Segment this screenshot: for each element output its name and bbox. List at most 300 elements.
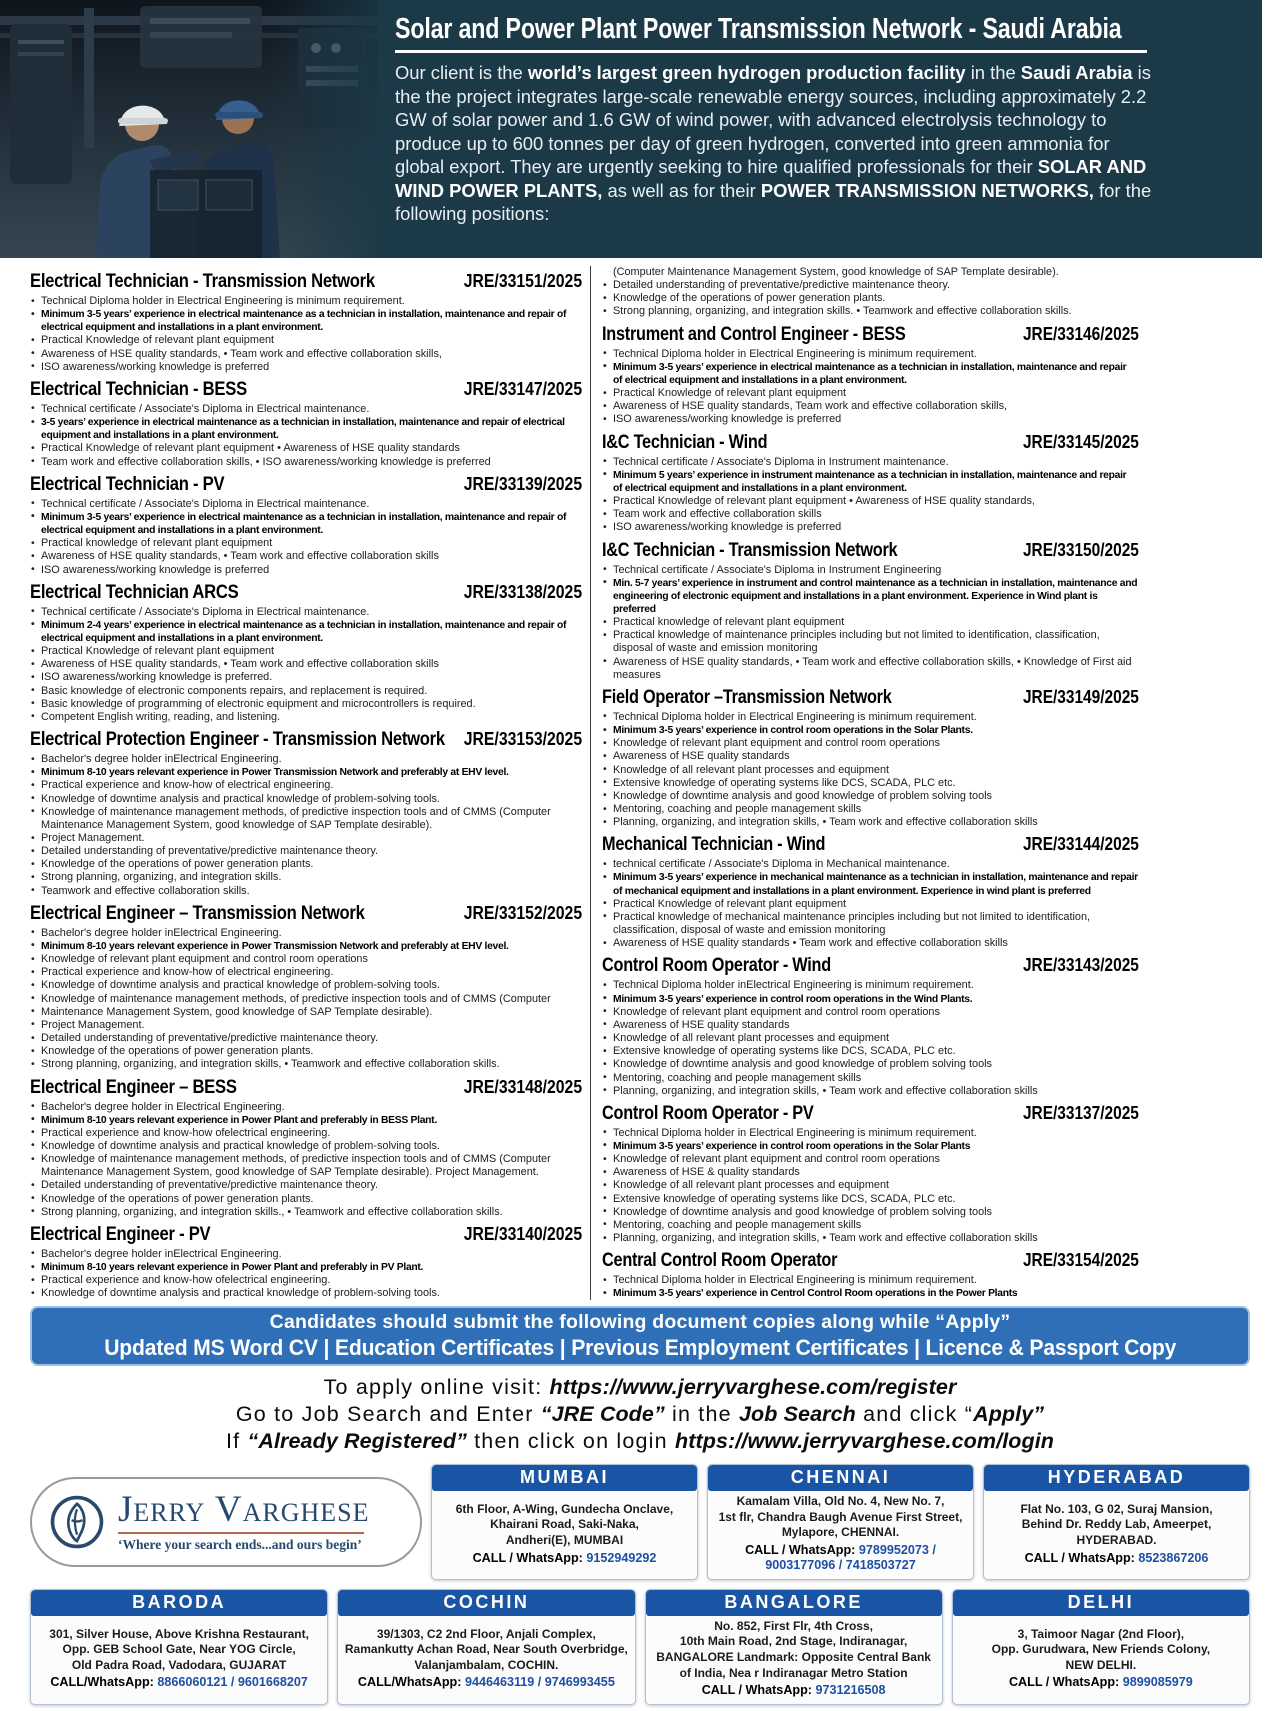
intro-bold: Saudi Arabia <box>1020 62 1133 84</box>
job-code: JRE/33138/2025 <box>463 580 583 602</box>
job-requirement: • Detailed understanding of preventative/predictive maintenance theory. <box>30 1032 582 1045</box>
job-requirement: • Practical knowledge of mechanical maintenance principles including but not limited to identification, classification, disposal of waste and emission monitoring <box>602 911 1138 937</box>
job-title: Electrical Engineer - PV <box>30 1222 211 1245</box>
office-box-cochin <box>337 1589 635 1705</box>
job-title: Mechanical Technician - Wind <box>602 833 826 856</box>
office-contact <box>988 1551 1245 1567</box>
job-section <box>30 1076 582 1219</box>
job-requirement: • Minimum 8-10 years relevant experience in Power Transmission Network and preferably at EHV level. <box>30 766 582 779</box>
phone-number[interactable]: 8523867206 <box>1138 1550 1209 1565</box>
job-requirement: • Technical Diploma holder in Electrical Engineering is minimum requirement. <box>602 1274 1138 1287</box>
job-requirement: • Minimum 5 years’ experience in instrument maintenance as a technician in installation, maintenance and repair of electrical equipment and installations in a plant environment. <box>602 469 1138 495</box>
office-city: HYDERABAD <box>984 1465 1249 1491</box>
job-requirements-list <box>30 403 582 469</box>
office-address-line: 6th Floor, A-Wing, Gundecha Onclave, <box>455 1501 674 1516</box>
job-heading-row <box>602 323 1139 346</box>
office-contact <box>342 1675 630 1691</box>
job-code: JRE/33150/2025 <box>1022 538 1139 560</box>
apply-line-2 <box>0 1401 1280 1428</box>
office-group-top <box>431 1464 1250 1580</box>
job-heading-row <box>30 270 582 293</box>
job-requirement: • Practical experience and know-how ofelectrical engineering. <box>30 1127 582 1140</box>
job-code: JRE/33152/2025 <box>463 901 583 923</box>
already-registered-emphasis: “Already Registered” <box>247 1429 467 1453</box>
job-requirement: • Technical Diploma holder in Electrical Engineering is minimum requirement. <box>602 711 1138 724</box>
phone-number[interactable]: 9446463119 / 9746993455 <box>464 1675 615 1690</box>
office-contact <box>957 1675 1245 1691</box>
office-contact <box>35 1675 323 1691</box>
job-section <box>30 473 582 577</box>
phone-number[interactable]: 9789952073 / 9003177096 / 7418503727 <box>765 1542 936 1573</box>
apply-text: Go to Job Search and Enter <box>235 1402 541 1426</box>
job-code: JRE/33144/2025 <box>1022 833 1139 855</box>
documents-banner <box>30 1306 1250 1366</box>
intro-text: in the <box>965 62 1021 84</box>
jerry-varghese-logo <box>30 1477 422 1567</box>
job-requirement: • Awareness of HSE & quality standards <box>602 1166 1138 1179</box>
job-requirements-list <box>602 348 1138 427</box>
job-section <box>602 1249 1138 1300</box>
job-requirement: • Practical Knowledge of relevant plant equipment • Awareness of HSE quality standards, <box>602 495 1138 508</box>
office-address-line: Old Padra Road, Vadodara, GUJARAT <box>71 1657 287 1672</box>
office-address-line: 3, Taimoor Nagar (2nd Floor), <box>1017 1626 1185 1641</box>
job-requirement: • Detailed understanding of preventative/predictive maintenance theory. <box>30 845 582 858</box>
job-section <box>602 431 1138 535</box>
banner-instruction: Candidates should submit the following document copies along while “Apply” <box>269 1311 1011 1333</box>
office-address-line: Mylapore, CHENNAI. <box>781 1525 900 1540</box>
job-requirements-list <box>602 858 1138 950</box>
job-column-left <box>30 266 582 1300</box>
office-box-chennai <box>707 1464 974 1580</box>
login-url-link[interactable]: https://www.jerryvarghese.com/login <box>675 1429 1055 1453</box>
office-address-line: Opp. GEB School Gate, Near YOG Circle, <box>62 1642 296 1657</box>
job-requirement: • Practical experience and know-how of electrical engineering. <box>30 966 582 979</box>
job-requirement: • 3-5 years’ experience in electrical maintenance as a technician in installation, maintenance and repair of electrical equipment and installations in a plant environment. <box>30 416 582 442</box>
apply-line-1 <box>0 1374 1280 1401</box>
offices-row-1 <box>30 1464 1250 1580</box>
job-requirement: • Mentoring, coaching and people management skills <box>602 803 1138 816</box>
job-requirement: • Detailed understanding of preventative/predictive maintenance theory. <box>30 1179 582 1192</box>
office-address-line: BANGALORE Landmark: Opposite Central Bank <box>656 1649 931 1664</box>
job-requirement: • Minimum 3-5 years’ experience in control room operations in the Solar Plants <box>602 1140 1138 1153</box>
office-contact <box>650 1683 938 1699</box>
job-section <box>30 902 582 1072</box>
phone-number[interactable]: 9731216508 <box>815 1683 886 1698</box>
header-text-block <box>378 0 1157 258</box>
job-heading-row <box>30 1076 582 1099</box>
job-requirement: • Planning, organizing, and integration skills, • Team work and effective collaboration skills <box>602 1085 1138 1098</box>
office-address-line: 1st flr, Chandra Baugh Avenue First Street, <box>718 1509 963 1524</box>
job-title: Electrical Technician - PV <box>30 472 225 495</box>
job-requirement: • Practical Knowledge of relevant plant equipment <box>602 898 1138 911</box>
job-section <box>602 323 1138 427</box>
job-requirement: • Team work and effective collaboration skills <box>602 508 1138 521</box>
job-listings <box>0 258 1280 1300</box>
register-url-link[interactable]: https://www.jerryvarghese.com/register <box>549 1375 957 1399</box>
job-title: Control Room Operator - PV <box>602 1101 814 1124</box>
job-code: JRE/33149/2025 <box>1022 685 1139 707</box>
apply-text: and click “ <box>855 1402 974 1426</box>
apply-text: then click on login <box>466 1429 675 1453</box>
job-title: Electrical Technician ARCS <box>30 580 239 603</box>
intro-text: as well as for their <box>602 179 761 201</box>
logo-tagline: ‘Where your search ends...and ours begin’ <box>118 1536 362 1552</box>
job-requirement: • ISO awareness/working knowledge is preferred <box>30 361 582 374</box>
job-requirement: • Technical Diploma holder in Electrical Engineering is minimum requirement. <box>602 348 1138 361</box>
job-requirement: • Bachelor's degree holder inElectrical Engineering. <box>30 753 582 766</box>
job-heading-row <box>602 1249 1139 1272</box>
apply-text: If <box>225 1429 248 1453</box>
job-code: JRE/33146/2025 <box>1022 322 1139 344</box>
office-city: BARODA <box>31 1590 327 1616</box>
job-requirement: • Practical Knowledge of relevant plant equipment <box>30 334 582 347</box>
job-requirement: • Teamwork and effective collaboration skills. <box>30 885 582 898</box>
job-requirement: • technical certificate / Associate's Diploma in Mechanical maintenance. <box>602 858 1138 871</box>
job-requirement: • Bachelor's degree holder in Electrical Engineering. <box>30 1101 582 1114</box>
job-requirement: • Minimum 8-10 years relevant experience in Power Plant and preferably in BESS Plant. <box>30 1114 582 1127</box>
apply-emphasis: Apply” <box>973 1402 1045 1426</box>
job-code: JRE/33151/2025 <box>463 270 583 291</box>
job-requirement: • Knowledge of downtime analysis and practical knowledge of problem-solving tools. <box>30 1287 582 1300</box>
job-requirement: • Knowledge of the operations of power generation plants. <box>602 292 1138 305</box>
office-box-hyderabad <box>983 1464 1250 1580</box>
phone-number[interactable]: 9899085979 <box>1122 1675 1193 1690</box>
job-title: Electrical Technician - Transmission Network <box>30 270 375 292</box>
office-address-line: 10th Main Road, 2nd Stage, Indiranagar, <box>679 1634 908 1649</box>
job-section <box>602 954 1138 1097</box>
job-heading-row <box>602 686 1139 709</box>
job-code: JRE/33139/2025 <box>463 472 583 494</box>
job-heading-row <box>30 1223 582 1246</box>
job-requirement: • Basic knowledge of electronic components repairs, and replacement is required. <box>30 685 582 698</box>
job-requirement: • Knowledge of maintenance management methods, of predictive inspection tools and of CMMS (Computer <box>30 993 582 1006</box>
job-title: I&C Technician - Transmission Network <box>602 538 898 561</box>
call-whatsapp-label: CALL/WhatsApp: <box>50 1675 158 1690</box>
job-requirement: • Minimum 8-10 years relevant experience in Power Transmission Network and preferably at EHV level. <box>30 940 582 953</box>
office-address-line: 39/1303, C2 2nd Floor, Anjali Complex, <box>376 1626 596 1641</box>
job-requirement: • ISO awareness/working knowledge is preferred. <box>30 671 582 684</box>
job-requirement: • Technical Diploma holder in Electrical Engineering is minimum requirement. <box>30 295 582 308</box>
office-address-line: HYDERABAD. <box>1076 1532 1157 1547</box>
job-requirement: • Min. 5-7 years’ experience in instrument and control maintenance as a technician in installation, maintenance and engineering of electronic equipment and installations in a plant environment. Experience in Wind plant is preferred <box>602 577 1138 616</box>
job-requirement: • Awareness of HSE quality standards, Team work and effective collaboration skills, <box>602 400 1138 413</box>
apply-text: in the <box>664 1402 739 1426</box>
job-code: JRE/33145/2025 <box>1022 430 1139 452</box>
jre-code-emphasis: “JRE Code” <box>540 1402 665 1426</box>
intro-text: for the following positions: <box>395 179 1152 224</box>
office-address <box>646 1616 942 1704</box>
job-requirement: • Knowledge of downtime analysis and practical knowledge of problem-solving tools. <box>30 793 582 806</box>
job-requirement: • Technical certificate / Associate's Diploma in Instrument Engineering <box>602 564 1138 577</box>
job-requirement: • Detailed understanding of preventative/predictive maintenance theory. <box>602 279 1138 292</box>
job-section <box>30 378 582 469</box>
job-section <box>602 833 1138 950</box>
job-requirement: • Knowledge of relevant plant equipment and control room operations <box>30 953 582 966</box>
office-address-line: Valanjambalam, COCHIN. <box>414 1657 559 1672</box>
job-heading-row <box>602 539 1139 562</box>
office-contact <box>436 1551 693 1567</box>
job-requirement: • Minimum 8-10 years relevant experience in Power Plant and preferably in PV Plant. <box>30 1261 582 1274</box>
office-contact <box>712 1543 969 1574</box>
job-code: JRE/33140/2025 <box>463 1222 583 1244</box>
office-group-bottom <box>30 1589 1250 1705</box>
job-requirement: • Knowledge of all relevant plant processes and equipment <box>602 764 1138 777</box>
job-requirement: • Technical Diploma holder inElectrical Engineering is minimum requirement. <box>602 979 1138 992</box>
apply-text: To apply online visit: <box>323 1375 550 1399</box>
job-section <box>602 1102 1138 1245</box>
call-whatsapp-label: CALL / WhatsApp: <box>701 1683 816 1698</box>
job-requirement: • Practical knowledge of relevant plant equipment <box>30 537 582 550</box>
apply-instructions <box>0 1374 1280 1455</box>
phone-number[interactable]: 9152949292 <box>586 1550 657 1565</box>
job-requirements-list <box>602 979 1138 1097</box>
office-city: MUMBAI <box>432 1465 697 1491</box>
office-address-line: Ramankutty Achan Road, Near South Overbridge, <box>344 1642 628 1657</box>
job-requirement: • Knowledge of downtime analysis and practical knowledge of problem-solving tools. <box>30 1140 582 1153</box>
job-requirement: • Strong planning, organizing, and integration skills. • Teamwork and effective collaboration skills. <box>602 305 1138 318</box>
job-requirements-list <box>602 564 1138 682</box>
office-address-line: Opp. Gurudwara, New Friends Colony, <box>991 1642 1211 1657</box>
office-address-line: Khairani Road, Saki-Naka, <box>490 1517 639 1532</box>
apply-line-3 <box>0 1428 1280 1455</box>
job-requirement: • Planning, organizing, and integration skills, • Team work and effective collaboration skills <box>602 816 1138 829</box>
job-requirement: • Practical knowledge of relevant plant equipment <box>602 616 1138 629</box>
job-requirement: • Knowledge of downtime analysis and practical knowledge of problem-solving tools. <box>30 979 582 992</box>
job-requirement: • Technical certificate / Associate's Diploma in Electrical maintenance. <box>30 403 582 416</box>
job-title: Field Operator –Transmission Network <box>602 685 892 708</box>
job-requirement: • Strong planning, organizing, and integration skills, • Teamwork and effective collaboration skills. <box>30 1058 582 1071</box>
job-requirement: • Technical Diploma holder in Electrical Engineering is minimum requirement. <box>602 1127 1138 1140</box>
job-requirement: • ISO awareness/working knowledge is preferred <box>602 413 1138 426</box>
job-requirement: • Knowledge of the operations of power generation plants. <box>30 858 582 871</box>
job-heading-row <box>602 954 1139 977</box>
office-city: DELHI <box>953 1590 1249 1616</box>
office-box-bangalore <box>645 1589 943 1705</box>
job-requirement: • Awareness of HSE quality standards, • Team work and effective collaboration skills <box>30 550 582 563</box>
job-requirement: • Awareness of HSE quality standards <box>602 750 1138 763</box>
office-address-line: Flat No. 103, G 02, Suraj Mansion, <box>1020 1501 1213 1516</box>
job-section <box>602 686 1138 829</box>
job-requirement: • Knowledge of maintenance management methods, of predictive inspection tools and of CMMS (Computer Maintenance Management System, good knowledge of SAP Template desirable). Project Management. <box>30 1153 582 1179</box>
job-heading-row <box>30 581 582 604</box>
logo-name: Jerry Varghese <box>118 1488 370 1530</box>
job-requirement: • Minimum 3-5 years’ experience in control room operations in the Wind Plants. <box>602 993 1138 1006</box>
office-city: BANGALORE <box>646 1590 942 1616</box>
logo-divider-rule <box>118 1532 364 1534</box>
office-address <box>31 1616 327 1704</box>
logo-text-block <box>118 1488 370 1553</box>
job-requirements-list <box>30 498 582 577</box>
job-heading-row <box>30 902 582 925</box>
job-requirement: • Knowledge of relevant plant equipment and control room operations <box>602 737 1138 750</box>
job-section <box>602 266 1138 319</box>
job-requirement: • Team work and effective collaboration skills, • ISO awareness/working knowledge is preferred <box>30 456 582 469</box>
office-address-line: No. 852, First Flr, 4th Cross, <box>714 1618 873 1633</box>
job-title: Electrical Engineer – Transmission Network <box>30 901 365 924</box>
job-requirement: • Technical certificate / Associate's Diploma in Instrument maintenance. <box>602 456 1138 469</box>
office-address <box>708 1491 973 1579</box>
job-requirement: • Awareness of HSE quality standards, • Team work and effective collaboration skills <box>30 658 582 671</box>
office-address <box>338 1616 634 1704</box>
job-requirement: • Extensive knowledge of operating systems like DCS, SCADA, PLC etc. <box>602 777 1138 790</box>
job-requirement: • Knowledge of relevant plant equipment and control room operations <box>602 1006 1138 1019</box>
job-requirement: • Knowledge of downtime analysis and good knowledge of problem solving tools <box>602 1058 1138 1071</box>
job-requirement: • Basic knowledge of programming of electronic equipment and microcontrollers is required. <box>30 698 582 711</box>
job-title: Central Control Room Operator <box>602 1249 838 1272</box>
intro-text: is the the project integrates large-scale renewable energy sources, including approximately 2.2 GW of solar power and 1.6 GW of wind power, with advanced electrolysis technology to produce up to 600 tonnes per day of green hydrogen, converted into green ammonia for global export. They are urgently seeking to hire qualified professionals for their <box>395 62 1151 178</box>
job-requirement: • Knowledge of downtime analysis and good knowledge of problem solving tools <box>602 790 1138 803</box>
call-whatsapp-label: CALL / WhatsApp: <box>1024 1550 1139 1565</box>
office-address-line: Andheri(E), MUMBAI <box>505 1532 624 1547</box>
job-code: JRE/33153/2025 <box>463 728 583 750</box>
job-title: Control Room Operator - Wind <box>602 954 831 977</box>
job-requirement: • Practical knowledge of maintenance principles including but not limited to identification, classification, disposal of waste and emission monitoring <box>602 629 1138 655</box>
office-city: CHENNAI <box>708 1465 973 1491</box>
job-requirement: • Knowledge of all relevant plant processes and equipment <box>602 1179 1138 1192</box>
job-requirements-list <box>30 753 582 898</box>
job-section <box>30 1223 582 1300</box>
job-requirement: • Minimum 3-5 years’ experience in control room operations in the Solar Plants. <box>602 724 1138 737</box>
job-requirement: • Awareness of HSE quality standards • Team work and effective collaboration skills <box>602 937 1138 950</box>
job-requirements-list <box>602 1127 1138 1245</box>
job-code: JRE/33147/2025 <box>463 377 583 399</box>
job-requirements-list <box>30 606 582 724</box>
job-requirements-list <box>30 295 582 374</box>
job-heading-row <box>602 833 1139 856</box>
call-whatsapp-label: CALL / WhatsApp: <box>1008 1675 1123 1690</box>
job-requirement: • Minimum 3-5 years’ experience in electrical maintenance as a technician in installation, maintenance and repair of electrical equipment and installations in a plant environment. <box>602 361 1138 387</box>
workers-photo-illustration <box>0 0 378 258</box>
job-requirement: • Knowledge of the operations of power generation plants. <box>30 1193 582 1206</box>
job-heading-row <box>30 728 582 751</box>
job-requirement: • Minimum 3-5 years’ experience in electrical maintenance as a technician in installation, maintenance and repair of electrical equipment and installations in a plant environment. <box>30 308 582 334</box>
intro-bold: POWER TRANSMISSION NETWORKS, <box>760 179 1094 201</box>
office-address-line: Behind Dr. Reddy Lab, Ameerpet, <box>1021 1517 1212 1532</box>
phone-number[interactable]: 8866060121 / 9601668207 <box>157 1675 308 1690</box>
job-section <box>30 270 582 374</box>
job-search-emphasis: Job Search <box>738 1402 856 1426</box>
job-requirement: • Bachelor's degree holder inElectrical Engineering. <box>30 1248 582 1261</box>
intro-text: Our client is the <box>395 62 528 84</box>
office-box-baroda <box>30 1589 328 1705</box>
job-requirement: • Project Management. <box>30 1019 582 1032</box>
job-title: Instrument and Control Engineer - BESS <box>602 322 906 345</box>
job-code: JRE/33143/2025 <box>1022 954 1139 976</box>
job-code: JRE/33137/2025 <box>1022 1101 1139 1123</box>
job-requirement: • Strong planning, organizing, and integration skills., • Teamwork and effective collaboration skills. <box>30 1206 582 1219</box>
job-column-right <box>590 266 1138 1300</box>
office-address <box>984 1491 1249 1579</box>
job-requirement: • Mentoring, coaching and people management skills <box>602 1219 1138 1232</box>
intro-bold: SOLAR AND WIND POWER PLANTS, <box>395 156 1147 201</box>
job-requirement: • ISO awareness/working knowledge is preferred <box>30 564 582 577</box>
job-title: Electrical Engineer – BESS <box>30 1075 237 1098</box>
job-requirement: • Minimum 3-5 years’ experience in electrical maintenance as a technician in installation, maintenance and repair of electrical equipment and installations in a plant environment. <box>30 511 582 537</box>
offices-row-2 <box>30 1589 1250 1705</box>
job-requirement: • Awareness of HSE quality standards <box>602 1019 1138 1032</box>
job-requirement: • Knowledge of the operations of power generation plants. <box>30 1045 582 1058</box>
job-requirement: • Awareness of HSE quality standards, • Team work and effective collaboration skills, <box>30 348 582 361</box>
office-box-delhi <box>952 1589 1250 1705</box>
job-requirements-list <box>602 1274 1138 1300</box>
job-title: Electrical Technician - BESS <box>30 377 247 400</box>
job-requirement: (Computer Maintenance Management System, good knowledge of SAP Template desirable). <box>613 266 1059 278</box>
office-city: COCHIN <box>338 1590 634 1616</box>
job-requirement: • Practical experience and know-how of electrical engineering. <box>30 779 582 792</box>
job-requirement: • Bachelor's degree holder inElectrical Engineering. <box>30 927 582 940</box>
job-requirements-list <box>602 266 1138 319</box>
job-requirement: • Maintenance Management System, good knowledge of SAP Template desirable). <box>30 1006 582 1019</box>
job-requirements-list <box>30 927 582 1072</box>
job-section <box>30 728 582 898</box>
job-requirements-list <box>602 456 1138 535</box>
job-requirement: • Practical experience and know-how ofelectrical engineering. <box>30 1274 582 1287</box>
job-requirement: • Awareness of HSE quality standards, • Team work and effective collaboration skills, • Knowledge of First aid measures <box>602 656 1138 682</box>
job-heading-row <box>602 431 1139 454</box>
job-requirement: • Technical certificate / Associate's Diploma in Electrical maintenance. <box>30 498 582 511</box>
office-address-line: NEW DELHI. <box>1065 1657 1137 1672</box>
job-requirement: • Competent English writing, reading, and listening. <box>30 711 582 724</box>
job-requirement: • Planning, organizing, and integration skills, • Team work and effective collaboration skills <box>602 1232 1138 1245</box>
banner-documents-list: Updated MS Word CV | Education Certificates | Previous Employment Certificates | Licence & Passport Copy <box>103 1335 1177 1360</box>
job-requirement: • Technical certificate / Associate's Diploma in Electrical maintenance. <box>30 606 582 619</box>
office-address <box>953 1616 1249 1704</box>
job-requirement: • Strong planning, organizing, and integration skills. <box>30 871 582 884</box>
office-address <box>432 1491 697 1579</box>
job-requirement: • Minimum 2-4 years’ experience in electrical maintenance as a technician in installation, maintenance and repair of electrical equipment and installations in a plant environment. <box>30 619 582 645</box>
job-requirement: • Knowledge of maintenance management methods, of predictive inspection tools and of CMMS (Computer Maintenance Management System, good knowledge of SAP Template desirable). <box>30 806 582 832</box>
job-requirements-list <box>602 711 1138 829</box>
job-heading-row <box>602 1102 1139 1125</box>
call-whatsapp-label: CALL / WhatsApp: <box>745 1542 859 1557</box>
page-title: Solar and Power Plant Power Transmission Network - Saudi Arabia <box>395 13 1147 53</box>
job-heading-row <box>30 378 582 401</box>
job-requirement: • Minimum 3-5 years’ experience in mechanical maintenance as a technician in installation, maintenance and repair of mechanical equipment and installations in a plant environment. Experience in wind plant is preferred <box>602 871 1138 897</box>
job-title: Electrical Protection Engineer - Transmission Network <box>30 728 445 751</box>
job-requirement: • Knowledge of relevant plant equipment and control room operations <box>602 1153 1138 1166</box>
intro-paragraph <box>395 61 1157 225</box>
jerry-varghese-icon <box>48 1493 106 1551</box>
job-requirements-list <box>30 1101 582 1219</box>
job-requirements-list <box>30 1248 582 1300</box>
job-code: JRE/33148/2025 <box>463 1075 583 1097</box>
job-section <box>30 581 582 724</box>
call-whatsapp-label: CALL/WhatsApp: <box>357 1675 465 1690</box>
job-title: I&C Technician - Wind <box>602 430 768 453</box>
office-box-mumbai <box>431 1464 698 1580</box>
header <box>0 0 1262 258</box>
job-requirement: • Practical Knowledge of relevant plant equipment • Awareness of HSE quality standards <box>30 442 582 455</box>
job-requirement: • ISO awareness/working knowledge is preferred <box>602 521 1138 534</box>
job-heading-row <box>30 473 582 496</box>
intro-bold: world’s largest green hydrogen production facility <box>527 62 966 84</box>
site-photo <box>0 0 378 258</box>
job-requirement: • Extensive knowledge of operating systems like DCS, SCADA, PLC etc. <box>602 1193 1138 1206</box>
job-section <box>602 539 1138 682</box>
office-address-line: Kamalam Villa, Old No. 4, New No. 7, <box>736 1494 945 1508</box>
office-address-line: 301, Silver House, Above Krishna Restaurant, <box>49 1626 309 1641</box>
office-address-line: of India, Nea r Indiranagar Metro Station <box>679 1665 908 1680</box>
job-requirement: • Practical Knowledge of relevant plant equipment <box>602 387 1138 400</box>
job-requirement: • Mentoring, coaching and people management skills <box>602 1072 1138 1085</box>
job-requirement: • Practical Knowledge of relevant plant equipment <box>30 645 582 658</box>
job-requirement: • Knowledge of all relevant plant processes and equipment <box>602 1032 1138 1045</box>
job-requirement: • Minimum 3-5 years' experience in Centrol Control Room operations in the Power Plants <box>602 1287 1138 1300</box>
job-code: JRE/33154/2025 <box>1022 1249 1139 1271</box>
job-requirement: • Extensive knowledge of operating systems like DCS, SCADA, PLC etc. <box>602 1045 1138 1058</box>
call-whatsapp-label: CALL / WhatsApp: <box>472 1550 587 1565</box>
job-requirement: • Project Management. <box>30 832 582 845</box>
